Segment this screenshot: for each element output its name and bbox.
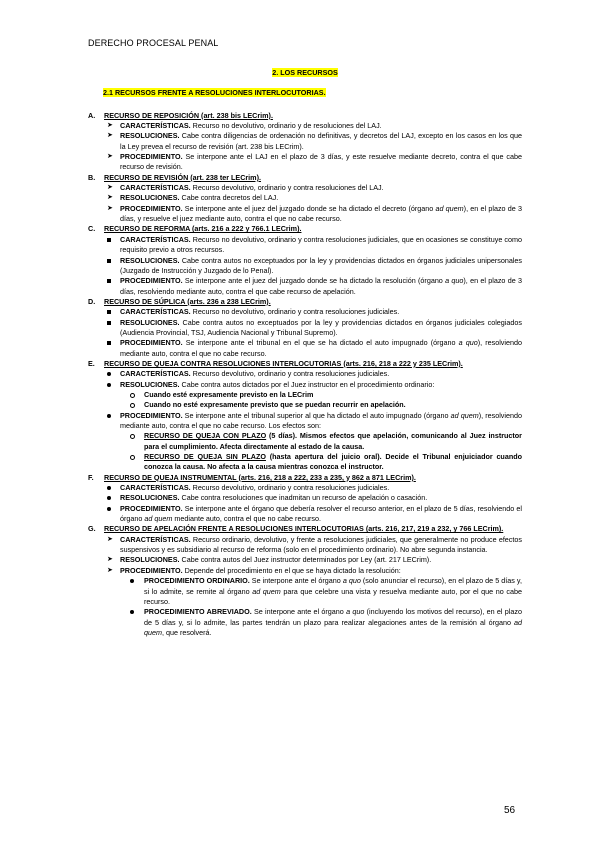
square-bullet-icon: [107, 235, 111, 245]
arrow-bullet-icon: ➤: [107, 204, 113, 212]
list-item: PROCEDIMIENTO. Se interpone ante el órgano que debería resolver el recurso anterior, en el plazo de 5 días, resolviendo el órgano ad quem mediante auto, contra el que no cabe recurso.: [88, 504, 522, 525]
dot-bullet-icon: [130, 576, 134, 586]
list-item: ➤ PROCEDIMIENTO. Se interpone ante el juez del juzgado donde se ha dictado el decreto (órgano ad quem), en el plazo de 3 días, y resuelve el juez mediante auto, contra el que no cabe recurso.: [107, 203, 522, 224]
dot-bullet-icon: [130, 607, 134, 617]
list-item: ➤ RESOLUCIONES. Cabe contra decretos del LAJ.: [107, 193, 279, 203]
list-item: RECURSO DE QUEJA CON PLAZO (5 días). Mismos efectos que apelación, comunicando al Juez instructor para el cumplimiento. Afecta directamente al estado de la causa.: [88, 431, 522, 452]
list-item: RESOLUCIONES. Cabe contra resoluciones que inadmitan un recurso de apelación o casación.: [88, 493, 522, 503]
dot-bullet-icon: [107, 483, 111, 493]
dot-bullet-icon: [107, 411, 111, 421]
arrow-bullet-icon: ➤: [107, 184, 113, 192]
arrow-bullet-icon: ➤: [107, 153, 113, 161]
dot-bullet-icon: [107, 504, 111, 514]
circle-bullet-icon: [130, 452, 135, 463]
arrow-bullet-icon: ➤: [107, 132, 113, 140]
heading-recurso-apelacion: G. RECURSO DE APELACIÓN FRENTE A RESOLUCIONES INTERLOCUTORIAS (arts. 216, 217, 219 a 232, y 766 LECrim).: [88, 524, 504, 534]
square-bullet-icon: [107, 276, 111, 286]
square-bullet-icon: [107, 338, 111, 348]
list-item: RESOLUCIONES. Cabe contra autos no exceptuados por la ley y providencias dictados en órganos judiciales colegiados (Audiencia Provincial, TSJ, Audiencia Nacional y Tribunal Supremo).: [88, 318, 522, 339]
dot-bullet-icon: [107, 493, 111, 503]
square-bullet-icon: [107, 307, 111, 317]
heading-recurso-queja-instrumental: F. RECURSO DE QUEJA INSTRUMENTAL (arts. 216, 218 a 222, 233 a 235, y 862 a 871 LECrim).: [88, 472, 416, 482]
arrow-bullet-icon: ➤: [107, 535, 113, 543]
document-body: [88, 68, 522, 638]
list-item: CARACTERÍSTICAS. Recurso no devolutivo, ordinario y contra resoluciones judiciales.: [88, 307, 522, 317]
square-bullet-icon: [107, 318, 111, 328]
list-item: CARACTERÍSTICAS. Recurso no devolutivo, ordinario y contra resoluciones judiciales, que en ocasiones se constituye como requisito previo a otros recursos.: [88, 235, 522, 256]
list-item: Cuando esté expresamente previsto en la LECrim: [88, 390, 522, 400]
page-header: DERECHO PROCESAL PENAL: [88, 38, 219, 48]
list-item: ➤ CARACTERÍSTICAS. Recurso no devolutivo, ordinario y de resoluciones del LAJ.: [107, 121, 382, 131]
list-item: CARACTERÍSTICAS. Recurso devolutivo, ordinario y contra resoluciones judiciales.: [88, 483, 522, 493]
list-item: ➤ PROCEDIMIENTO. Se interpone ante el LAJ en el plazo de 3 días, y este resuelve mediante decreto, contra el que cabe recurso de revisión.: [107, 152, 522, 172]
heading-recurso-reforma: C. RECURSO DE REFORMA (arts. 216 a 222 y 766.1 LECrim).: [88, 224, 302, 234]
arrow-bullet-icon: ➤: [107, 556, 113, 564]
list-item: ➤ RESOLUCIONES. Cabe contra diligencias de ordenación no definitivas, y decretos del LAJ, excepto en los casos en los que la Ley prevea el recurso de revisión (art. 238 bis LECrim).: [107, 131, 522, 151]
list-item: RESOLUCIONES. Cabe contra autos dictados por el Juez instructor en el procedimiento ordinario:: [88, 380, 522, 390]
list-item: RESOLUCIONES. Cabe contra autos no exceptuados por la ley y providencias dictados en órganos judiciales unipersonales (Juzgado de Instrucción y Juzgado de lo Penal).: [88, 256, 522, 277]
list-item: RECURSO DE QUEJA SIN PLAZO (hasta apertura del juicio oral). Decide el Tribunal enjuiciador cuando conozca la causa. No afecta a la causa mientras conozca el instructor.: [88, 452, 522, 473]
list-item: ➤ CARACTERÍSTICAS. Recurso ordinario, devolutivo, y frente a resoluciones judiciales, que generalmente no produce efectos suspensivos y es subsidiario al recurso de reforma (solo en el procedimiento ordinario). No abre segunda instancia.: [107, 534, 522, 555]
square-bullet-icon: [107, 256, 111, 266]
list-item: CARACTERÍSTICAS. Recurso devolutivo, ordinario y contra resoluciones judiciales.: [88, 369, 522, 379]
list-item: PROCEDIMIENTO ORDINARIO. Se interpone ante el órgano a quo (solo anunciar el recurso), en el plazo de 5 días y, si lo admite, se remite al órgano ad quem para que celebre una vista y resuelva mediante auto, por el que no cabe recurso.: [88, 576, 522, 607]
heading-recurso-queja: E. RECURSO DE QUEJA CONTRA RESOLUCIONES INTERLOCUTORIAS (arts. 216, 218 a 222 y 235 LECrim).: [88, 358, 463, 368]
list-item: PROCEDIMIENTO. Se interpone ante el juez del juzgado donde se ha dictado la resolución (órgano a quo), en el plazo de 3 días, resolviendo mediante auto, contra el que cabe recurso de apelación.: [88, 276, 522, 297]
dot-bullet-icon: [107, 369, 111, 379]
heading-recurso-suplica: D. RECURSO DE SÚPLICA (arts. 236 a 238 LECrim).: [88, 296, 271, 306]
page-number: 56: [504, 805, 516, 816]
dot-bullet-icon: [107, 380, 111, 390]
subsection-title: 2.1 RECURSOS FRENTE A RESOLUCIONES INTERLOCUTORIAS.: [103, 88, 326, 98]
circle-bullet-icon: [130, 431, 135, 442]
list-item: PROCEDIMIENTO. Se interpone ante el tribunal superior al que ha dictado el auto impugnado (órgano ad quem), resolviendo mediante auto, contra el que no cabe recurso. Los efectos son:: [88, 411, 522, 432]
list-item: Cuando no esté expresamente previsto que se puedan recurrir en apelación.: [88, 400, 522, 410]
list-item: ➤ PROCEDIMIENTO. Depende del procedimiento en el que se haya dictado la resolución:: [107, 565, 401, 575]
arrow-bullet-icon: ➤: [107, 122, 113, 130]
arrow-bullet-icon: ➤: [107, 566, 113, 574]
section-title: 2. LOS RECURSOS: [272, 68, 338, 77]
arrow-bullet-icon: ➤: [107, 194, 113, 202]
list-item: ➤ CARACTERÍSTICAS. Recurso devolutivo, ordinario y contra resoluciones del LAJ.: [107, 183, 384, 193]
list-item: PROCEDIMIENTO ABREVIADO. Se interpone ante el órgano a quo (incluyendo los motivos del recurso), en el plazo de 5 días y, si lo admite, las partes tendrán un plazo para realizar alegaciones antes de la remisión al órgano ad quem, que resolverá.: [88, 607, 522, 638]
heading-recurso-reposicion: A. RECURSO DE REPOSICIÓN (art. 238 bis LECrim).: [88, 110, 273, 120]
heading-recurso-revision: B. RECURSO DE REVISIÓN (art. 238 ter LECrim).: [88, 172, 261, 182]
list-item: PROCEDIMIENTO. Se interpone ante el tribunal en el que se ha dictado el auto impugnado (órgano a quo), resolviendo mediante auto, contra el que no cabe recurso.: [88, 338, 522, 359]
list-item: ➤ RESOLUCIONES. Cabe contra autos del Juez instructor determinados por Ley (art. 217 LECrim).: [107, 555, 432, 565]
